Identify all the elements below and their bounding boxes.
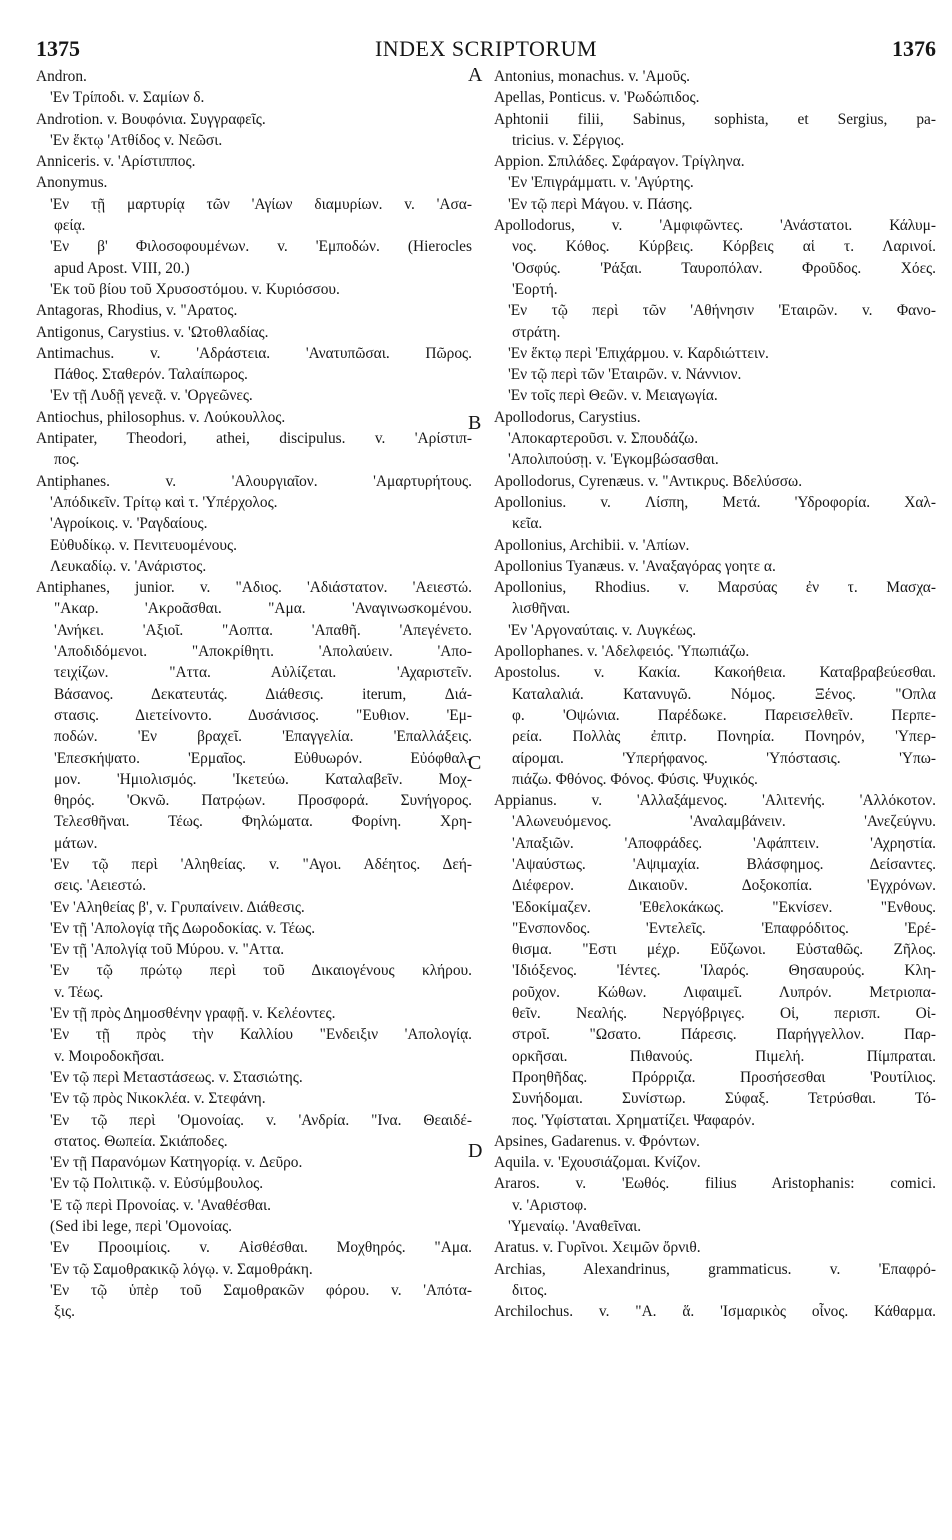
margin-letter-b: B — [468, 412, 482, 434]
right-index-line: 'Εν τῷ περὶ τῶν 'Εταιρῶν. v. Νάννιον. — [508, 366, 742, 384]
page-number-right: 1376 — [892, 36, 936, 61]
left-index-line: 'Ε τῷ περὶ Προνοίας. v. 'Αναθέσθαι. — [50, 1196, 271, 1214]
left-index-line: Antiphanes. v. 'Αλουργιαῖον. 'Αμαρτυρήτους. — [36, 472, 472, 490]
right-column — [494, 66, 936, 1323]
margin-letter-a: A — [468, 64, 483, 86]
right-index-line: Apollodorus, Carystius. — [494, 408, 641, 426]
left-index-line: Antimachus. v. 'Αδράστεια. 'Ανατυπῶσαι. Πῶρος. — [36, 344, 472, 362]
left-index-line: ξις. — [54, 1303, 75, 1321]
left-index-line: πος. — [54, 451, 80, 469]
left-index-line: Antiphanes, junior. v. "Αδιος. 'Αδιάστατον. 'Αειεστώ. — [36, 579, 472, 597]
left-index-line: ποδών. 'Εν βραχεῖ. 'Επαγγελία. 'Επαλλάξεις. — [54, 728, 472, 746]
left-index-line: Antipater, Theodori, athei, discipulus. v. 'Αρίστιπ- — [36, 430, 472, 448]
right-index-line: 'Απολιπούσῃ. v. 'Εγκομβώσασθαι. — [508, 451, 719, 469]
right-index-line: 'Εν 'Αργοναύταις. v. Λυγκέως. — [508, 621, 697, 639]
right-index-line: 'Ιδιόξενος. 'Ιέντες. 'Ιλαρός. Θησαυρούς. Κλη- — [512, 962, 936, 980]
left-index-line: φείᾳ. — [54, 217, 86, 235]
right-index-line: ρεία. Πολλὰς ἐπιτρ. Πονηρία. Πονηρόν, 'Υπερ- — [512, 728, 936, 746]
right-index-line: Apollodorus, Cyrenæus. v. "Αντικρυς. Βδελύσσω. — [494, 472, 803, 490]
right-index-line: Appion. Σπιλάδες. Σφάραγον. Τρίγληνα. — [494, 153, 745, 171]
right-index-line: Antonius, monachus. v. 'Αμοῦς. — [494, 68, 691, 85]
right-index-line: Διέφερον. Δικαιοῦν. Δοξοκοπία. 'Εγχρόνων. — [512, 877, 936, 895]
left-index-line: 'Εν τῇ Λυδῇ γενεᾷ. v. 'Οργεῶνες. — [50, 387, 253, 405]
page-header — [36, 36, 936, 66]
right-index-line: Aphtonii filii, Sabinus, sophista, et Sergius, pa- — [494, 110, 936, 128]
right-index-line: 'Αλωνευόμενος. 'Αναλαμβάνειν. 'Ανεζεύγνυ. — [512, 813, 936, 831]
right-index-line: Apollonius, Archibii. v. 'Απίων. — [494, 536, 690, 554]
left-index-line: μον. 'Ημιολισμός. 'Ικετεύω. Καταλαβεῖν. Μοχ- — [54, 770, 472, 788]
left-index-line: Androtion. v. Βουφόνια. Συγγραφεῖς. — [36, 110, 266, 128]
right-index-line: 'Εν τῷ περὶ Μάγου. v. Πάσης. — [508, 195, 693, 213]
left-index-line: 'Εν τῇ πρὸς τὴν Καλλίου "Ενδειξιν 'Απολογίᾳ. — [50, 1026, 472, 1044]
left-index-line: στατος. Θωπεία. Σκιάποδες. — [54, 1132, 228, 1150]
right-index-line: 'Εν τῷ περὶ τῶν 'Αθήνησιν 'Εταιρῶν. v. Φανο- — [508, 302, 936, 320]
page-title: INDEX SCRIPTORUM — [374, 36, 598, 61]
right-index-line: αίρομαι. 'Υπερήφανος. 'Υπόστασις. 'Υπω- — [512, 749, 936, 767]
right-index-line: Apellas, Ponticus. v. 'Ρωδώπιδος. — [494, 89, 700, 107]
left-index-line: 'Εν τῷ περὶ 'Αληθείας. v. "Αγοι. Αδέητος. Δεή- — [50, 855, 472, 873]
left-index-line: 'Εν τῷ Πολιτικῷ. v. Εὐσύμβουλος. — [50, 1175, 264, 1193]
left-index-line: 'Εν 'Αληθείας β', v. Γρυπαίνειν. Διάθεσις. — [50, 898, 305, 916]
right-index-line: κεῖα. — [512, 515, 543, 533]
left-index-line: (Sed ibi lege, περὶ 'Ομονοίας. — [50, 1218, 233, 1236]
left-index-line: Antiochus, philosophus. v. Λούκουλλος. — [36, 408, 286, 426]
page-number-left: 1375 — [36, 36, 80, 61]
right-index-line: λισθῆναι. — [512, 600, 571, 618]
left-index-line: Λευκαδίῳ. v. 'Ανάριστος. — [50, 557, 207, 575]
left-index-line: στασις. Διετείνοντο. Δυσάνισος. "Ευθιον. 'Εμ- — [54, 706, 472, 724]
left-index-line: Andron. — [36, 68, 87, 85]
right-index-line: φ. 'Οψώνια. Παρέδωκε. Παρεισελθεῖν. Περπε- — [512, 706, 936, 724]
right-index-line: Apollonius Tyanæus. v. 'Αναξαγόρας γοητε α. — [494, 557, 776, 575]
right-index-line: 'Αποκαρτεροῦσι. v. Σπουδάζω. — [508, 430, 699, 448]
right-index-line: πος. 'Υφίσταται. Χρηματίζει. Ψαφαρόν. — [512, 1111, 755, 1129]
right-index-line: Aratus. v. Γυρῖνοι. Χειμῶν ὄρνιθ. — [494, 1239, 701, 1257]
left-index-line: Τελεσθῆναι. Τέως. Φηλώματα. Φορίνη. Χρη- — [54, 813, 472, 831]
left-index-line: 'Εν τῷ περὶ Μεταστάσεως. v. Στασιώτης. — [50, 1068, 303, 1086]
left-index-line: θηρός. 'Οκνῶ. Πατρῴων. Προσφορά. Συνήγορος. — [54, 792, 472, 810]
left-index-line: τειχίζων. "Αττα. Αὐλίζεται. 'Αχαριστεῖν. — [54, 664, 472, 682]
left-index-line: v. Τέως. — [54, 983, 104, 1001]
right-index-line: πιάζω. Φθόνος. Φόνος. Φύσις. Ψυχικός. — [512, 770, 758, 788]
right-index-line: 'Εορτή. — [512, 280, 558, 298]
right-index-line: Apostolus. v. Κακία. Κακοήθεια. Καταβραβεύεσθαι. — [494, 664, 936, 682]
right-index-line: νος. Κόθος. Κύρβεις. Κόρβεις αἱ τ. Λαρινοί. — [512, 238, 936, 256]
right-index-line: 'Εδοκίμαζεν. 'Εθελοκάκως. "Εκνίσεν. "Ενθους. — [512, 898, 936, 916]
left-index-line: Antigonus, Carystius. v. 'Ωτοθλαδίας. — [36, 323, 269, 341]
left-index-line: 'Εκ τοῦ βίου τοῦ Χρυσοστόμου. v. Κυριόσσου. — [50, 280, 340, 298]
right-index-line: v. 'Αριστοφ. — [512, 1196, 588, 1214]
left-index-line: Anonymus. — [36, 174, 108, 192]
right-index-line: Apollophanes. v. 'Αδελφειός. 'Υπωπιάζω. — [494, 643, 750, 661]
right-index-line: Apollodorus, v. 'Αμφιφῶντες. 'Ανάστατοι. Κάλυμ- — [494, 217, 936, 235]
left-index-line: 'Εν τῇ πρὸς Δημοσθένην γραφῇ. v. Κελέοντες. — [50, 1005, 336, 1023]
right-index-line: ροῦχον. Κώθων. Λιφαιμεῖ. Λυπρόν. Μετριοπα- — [512, 983, 936, 1001]
right-index-line: θισμα. "Εστι μέχρ. Εὔζωνοι. Εὐσταθῶς. Ζῆλος. — [512, 941, 936, 959]
left-index-line: 'Επεσκήψατο. 'Ερμαῖος. Εὐθυωρόν. Εὐόφθαλ- — [54, 749, 472, 767]
right-index-line: στράτη. — [512, 323, 561, 341]
left-index-line: Βάσανος. Δεκατευτάς. Διάθεσις. iterum, Διά- — [54, 685, 472, 703]
right-index-line: Apsines, Gadarenus. v. Φρόντων. — [494, 1132, 700, 1150]
right-index-line: 'Αψαύστως. 'Αψιμαχία. Βλάσφημος. Δείσαντες. — [512, 855, 936, 873]
left-index-line: "Ακαρ. 'Ακροᾶσθαι. "Αμα. 'Αναγινωσκομένου. — [54, 600, 472, 618]
right-index-line: 'Εν τοῖς περὶ Θεῶν. v. Μειαγωγία. — [508, 387, 718, 405]
right-index-line: 'Υμεναίῳ. 'Αναθεῖναι. — [508, 1218, 642, 1236]
left-index-line: 'Εν τῇ Παρανόμων Κατηγορίᾳ. v. Δεῦρο. — [50, 1154, 303, 1172]
left-index-line: Πάθος. Σταθερόν. Ταλαίπωρος. — [54, 366, 248, 384]
right-index-line: Συνήδομαι. Συνίστωρ. Σύφαξ. Τετρύσθαι. Τό- — [512, 1090, 936, 1108]
right-index-line: tricius. v. Σέργιος. — [512, 131, 625, 149]
left-index-line: 'Ανήκει. 'Αξιοῖ. "Αοπτα. 'Απαθῆ. 'Απεγένετο. — [54, 621, 472, 639]
left-index-line: 'Απόδικεῖν. Τρίτῳ καὶ τ. 'Υπέρχολος. — [50, 493, 278, 511]
right-index-line: ορκῆσαι. Πιθανούς. Πιμελή. Πίμπραται. — [512, 1047, 936, 1065]
right-index-line: Archilochus. v. "Α. ἅ. 'Ισμαρικὸς οἶνος. Κάθαρμα. — [494, 1303, 936, 1321]
right-index-line: Archias, Alexandrinus, grammaticus. v. 'Επαφρό- — [494, 1260, 936, 1278]
margin-letter-c: C — [468, 752, 482, 774]
left-column — [36, 66, 472, 1323]
right-index-line: Appianus. v. 'Αλλαξάμενος. 'Αλιτενής. 'Αλλόκοτον. — [494, 792, 936, 810]
right-index-line: Apollonius. v. Λίσπη, Μετά. 'Υδροφορία. Χαλ- — [494, 493, 936, 511]
left-index-line: 'Εν τῷ Σαμοθρακικῷ λόγῳ. v. Σαμοθράκη. — [50, 1260, 313, 1278]
right-index-line: Araros. v. 'Εωθός. filius Aristophanis: comici. — [494, 1175, 936, 1193]
margin-letter-d: D — [468, 1140, 483, 1162]
right-index-line: διτος. — [512, 1281, 548, 1299]
left-index-line: 'Εν Τρίποδι. v. Σαμίων δ. — [50, 89, 205, 107]
right-index-line: Καταλαλιά. Κατανυγῶ. Νόμος. Ξένος. "Οπλα — [512, 685, 936, 703]
right-index-line: 'Οσφύς. 'Ράξαι. Ταυροπόλαν. Φροῦδος. Χόες. — [512, 259, 936, 277]
left-index-line: 'Εν τῇ μαρτυρίᾳ τῶν 'Αγίων διαμυρίων. v. 'Ασα- — [50, 195, 472, 213]
left-index-line: 'Εν τῷ πρώτῳ περὶ τοῦ Δικαιογένους κλήρου. — [50, 962, 472, 980]
left-index-line: Εὐθυδίκῳ. v. Πενιτευομένους. — [50, 536, 237, 554]
right-index-line: Aquila. v. 'Εχουσιάζομαι. Κνίζον. — [494, 1154, 701, 1172]
left-index-line: apud Apost. VIII, 20.) — [54, 259, 190, 277]
left-index-line: 'Εν β' Φιλοσοφουμένων. v. 'Εμποδών. (Hierocles — [50, 238, 472, 256]
left-index-line: Antagoras, Rhodius, v. "Αρατος. — [36, 302, 238, 320]
right-index-line: θεῖν. Νεαλής. Νεργόβριγες. Οἱ, περισπ. Οἰ- — [512, 1005, 936, 1023]
left-index-line: 'Αποδιδόμενοι. "Αποκρίθητι. 'Απολαύειν. 'Απο- — [54, 643, 472, 661]
right-index-line: 'Απαξιῶν. 'Αποφράδες. 'Αφάπτειν. 'Αχρηστία. — [512, 834, 936, 852]
right-index-line: 'Εν ἕκτῳ περὶ 'Επιχάρμου. v. Καρδιώττειν. — [508, 344, 769, 362]
left-index-line: σεις. 'Αειεστώ. — [54, 877, 147, 895]
left-index-line: 'Εν τῷ πρὸς Νικοκλέα. v. Στεφάνη. — [50, 1090, 266, 1108]
right-index-line: "Ενσπονδος. 'Εντελεῖς. 'Επαφρόδιτος. 'Ερέ- — [512, 919, 936, 937]
right-index-line: στροῖ. "Ωσατο. Πάρεσις. Παρήγγελλον. Παρ- — [512, 1026, 936, 1044]
left-index-line: 'Εν τῇ 'Απολογίᾳ τῆς Δωροδοκίας. v. Τέως. — [50, 919, 316, 937]
left-index-line: 'Αγροίκοις. v. 'Ραγδαίους. — [50, 515, 208, 533]
left-index-line: 'Εν τῇ 'Απολγίᾳ τοῦ Μύρου. v. "Αττα. — [50, 941, 285, 959]
left-index-line: v. Μοιροδοκῆσαι. — [54, 1047, 165, 1065]
left-index-line: 'Εν Προοιμίοις. v. Αἰσθέσθαι. Μοχθηρός. "Αμα. — [50, 1239, 472, 1257]
right-index-line: Apollonius, Rhodius. v. Μαρσύας ἐν τ. Μασχα- — [494, 579, 936, 597]
left-index-line: 'Εν τῷ περὶ 'Ομονοίας. v. 'Ανδρία. "Ινα. Θεαιδέ- — [50, 1111, 472, 1129]
right-index-line: Προηθῆδας. Πρόρριζα. Προσήσεσθαι 'Ρουτίλιος. — [512, 1068, 936, 1086]
left-index-line: 'Εν τῷ ὑπὲρ τοῦ Σαμοθρακῶν φόρου. v. 'Απότα- — [50, 1281, 472, 1299]
left-index-line: Anniceris. v. 'Αρίστιππος. — [36, 153, 196, 171]
left-index-line: μάτων. — [54, 834, 98, 852]
right-index-line: 'Εν 'Επιγράμματι. v. 'Αγύρτης. — [508, 174, 694, 192]
left-index-line: 'Εν ἕκτῳ 'Ατθίδος v. Νεῶσι. — [50, 131, 223, 149]
